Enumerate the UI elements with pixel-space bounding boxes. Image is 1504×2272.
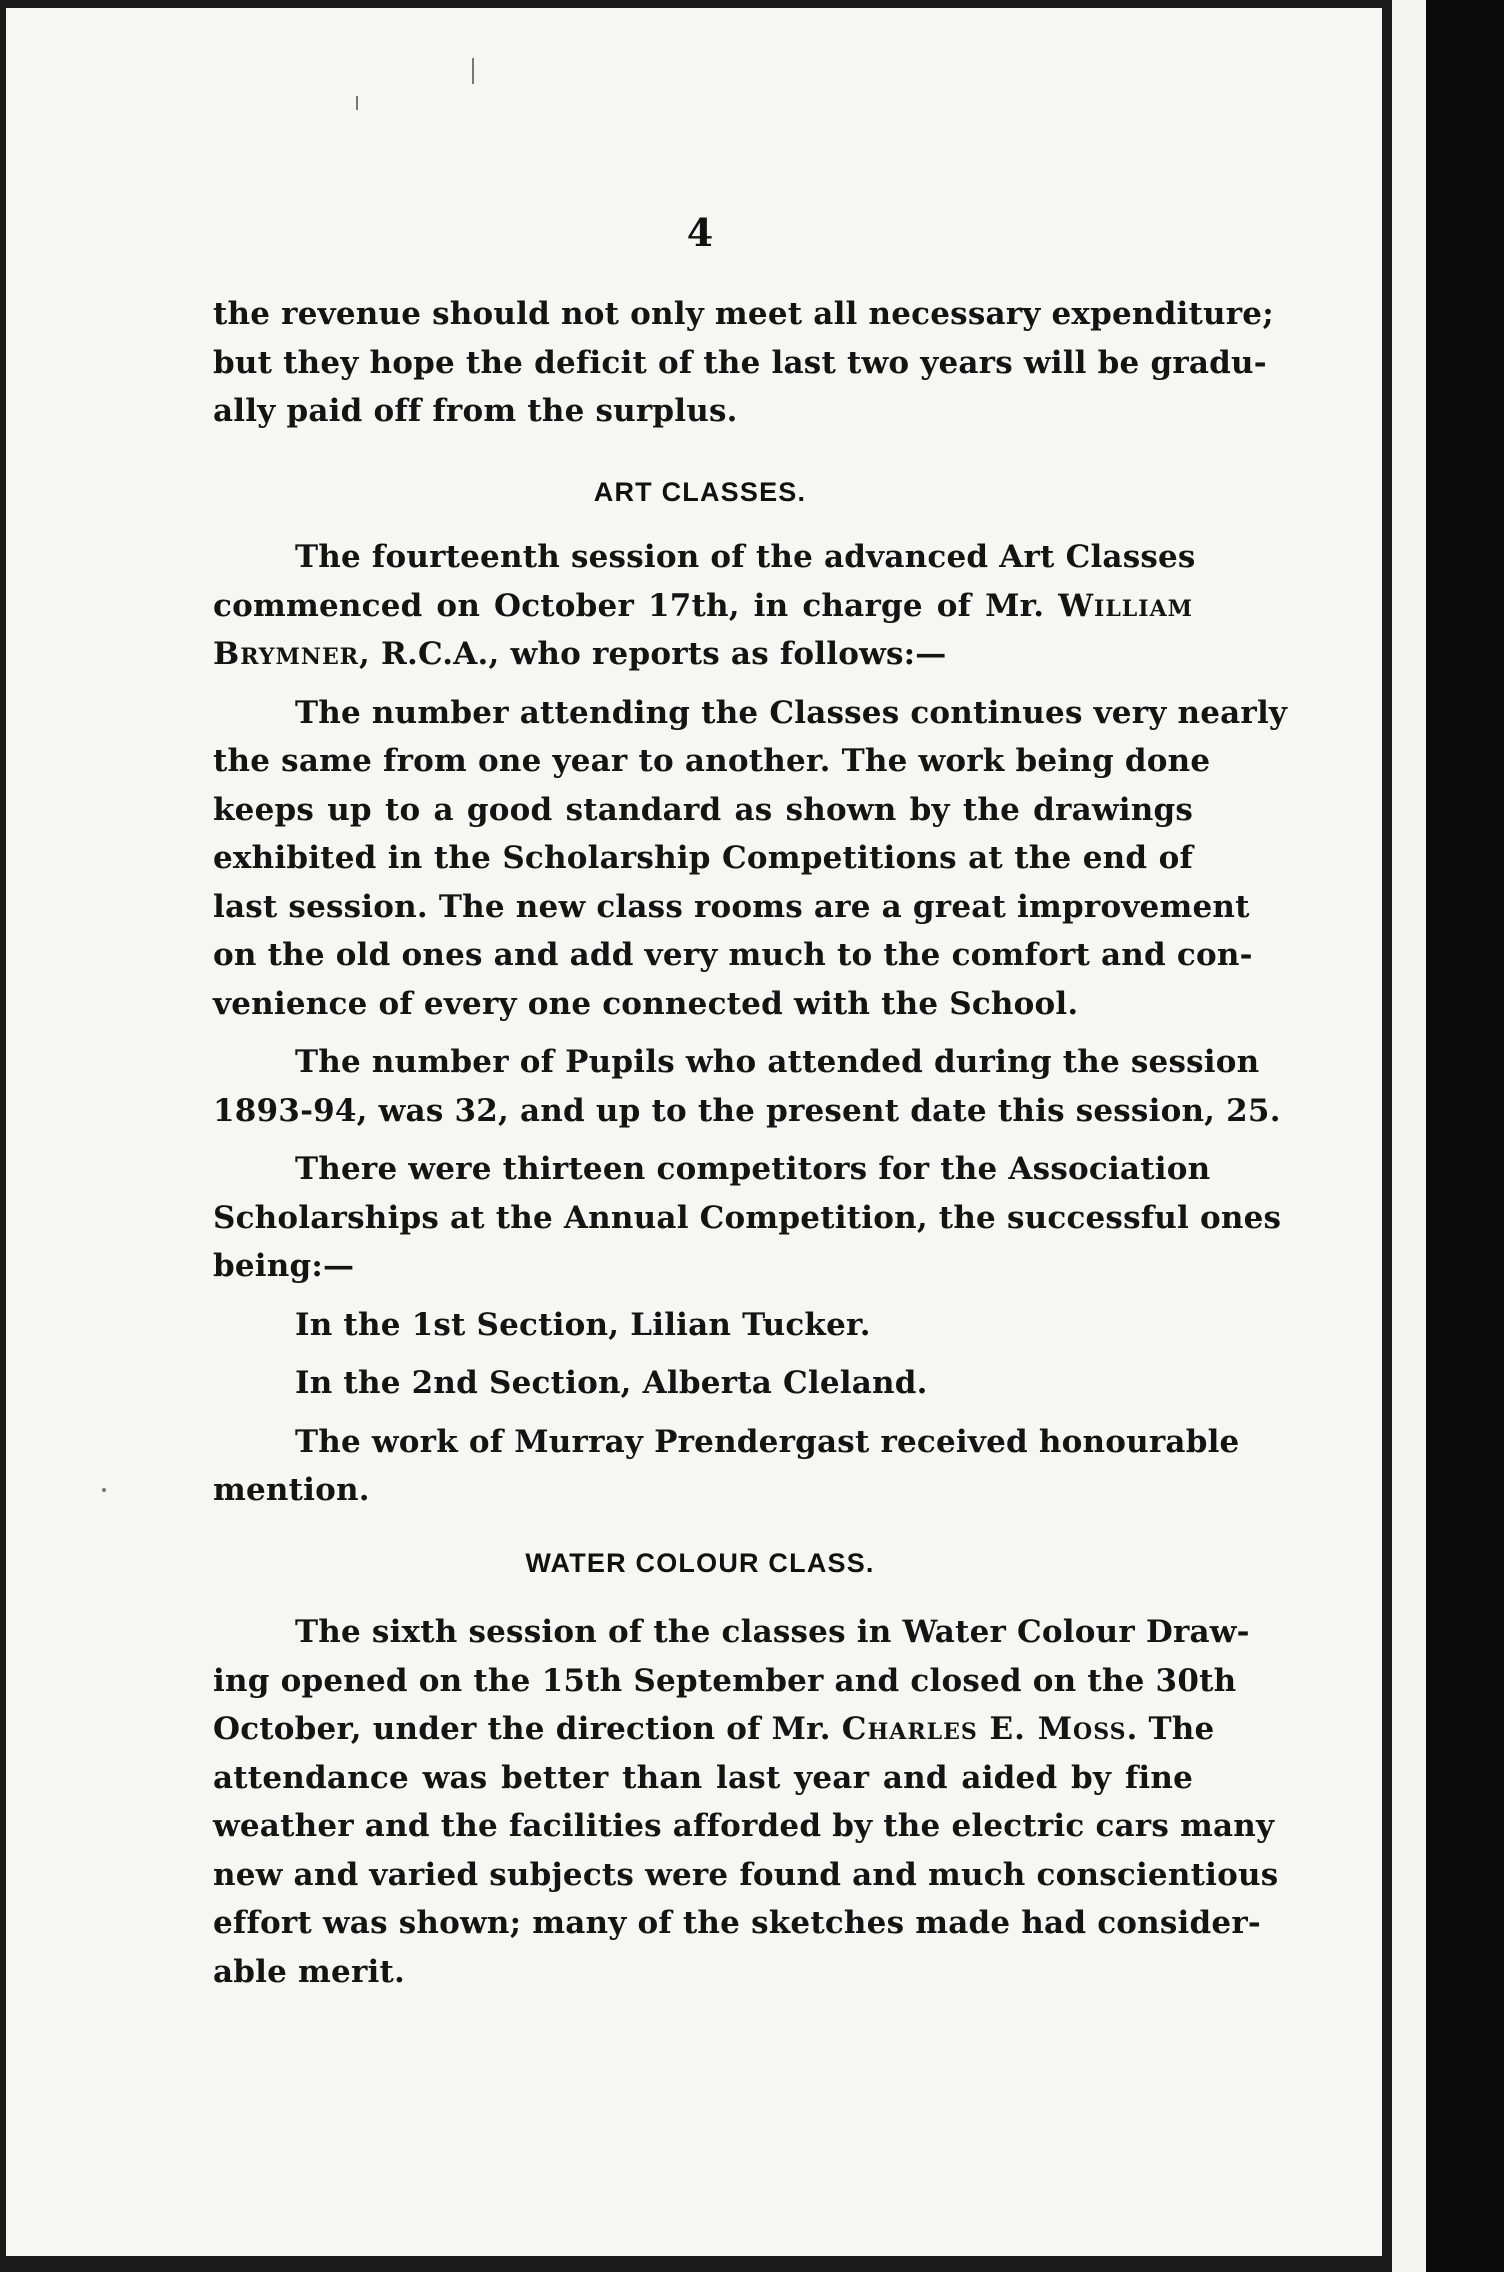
text-line: venience of every one connected with the School. [213, 985, 1079, 1022]
text-line: attendance was better than last year and aided by fine [213, 1759, 1193, 1796]
text-segment: . The [1126, 1711, 1215, 1747]
text-line: being:— [213, 1248, 355, 1284]
section-heading-water-colour-class: WATER COLOUR CLASS. [525, 1548, 875, 1578]
page-gutter [1392, 0, 1426, 2272]
text-line: The sixth session of the classes in Water Colour Draw- [295, 1614, 1250, 1650]
text-line: ing opened on the 15th September and closed on the 30th [213, 1662, 1237, 1699]
art-classes-body [213, 533, 1288, 1515]
text-line: There were thirteen competitors for the Association [295, 1151, 1211, 1187]
text-line: The work of Murray Prendergast received honourable [295, 1423, 1240, 1460]
text-segment: commenced on October 17th, in charge of Mr. [213, 587, 1059, 624]
text-line: The number of Pupils who attended during the session [295, 1044, 1260, 1080]
text-line: The number attending the Classes continues very nearly [295, 694, 1288, 731]
text-line: weather and the facilities afforded by the electric cars many [213, 1808, 1275, 1844]
text-line: 1893-94, was 32, and up to the present date this session, 25. [213, 1092, 1281, 1129]
text-line: In the 2nd Section, Alberta Cleland. [295, 1365, 928, 1401]
text-segment: October, under the direction of Mr. [213, 1711, 842, 1747]
text-line [213, 1705, 1215, 1754]
instructor-name: William [1058, 587, 1193, 624]
page-number: 4 [686, 210, 714, 255]
text-line: ally paid off from the surplus. [213, 393, 738, 429]
intro-paragraph [213, 290, 1274, 436]
text-line: the revenue should not only meet all necessary expenditure; [213, 296, 1274, 332]
scan-speck [102, 1488, 106, 1492]
scan-speck [356, 96, 358, 110]
text-line: but they hope the deficit of the last two years will be gradu- [213, 344, 1267, 381]
water-colour-body [213, 1608, 1279, 1996]
section-heading-art-classes: ART CLASSES. [593, 477, 807, 507]
text-segment: , R.C.A., who reports as follows:— [359, 636, 947, 672]
scan-edge [1426, 0, 1504, 2272]
text-line: last session. The new class rooms are a great improvement [213, 888, 1250, 925]
instructor-name: Charles E. Moss [841, 1711, 1127, 1747]
instructor-surname: Brymner [213, 636, 360, 672]
text-line [213, 630, 1193, 679]
text-line: on the old ones and add very much to the comfort and con- [213, 937, 1253, 973]
text-line [213, 582, 1193, 631]
text-line: the same from one year to another. The work being done [213, 743, 1211, 779]
scan-speck [472, 58, 474, 84]
text-line: able merit. [213, 1953, 405, 1990]
text-line: exhibited in the Scholarship Competitions at the end of [213, 840, 1193, 876]
text-line: Scholarships at the Annual Competition, the successful ones [213, 1199, 1282, 1236]
text-line: new and varied subjects were found and much conscientious [213, 1856, 1279, 1893]
text-line: The fourteenth session of the advanced Art Classes [295, 539, 1196, 575]
text-line: mention. [213, 1472, 370, 1508]
text-line: effort was shown; many of the sketches made had consider- [213, 1905, 1261, 1941]
text-line: keeps up to a good standard as shown by the drawings [213, 791, 1193, 828]
text-line: In the 1st Section, Lilian Tucker. [295, 1306, 871, 1343]
